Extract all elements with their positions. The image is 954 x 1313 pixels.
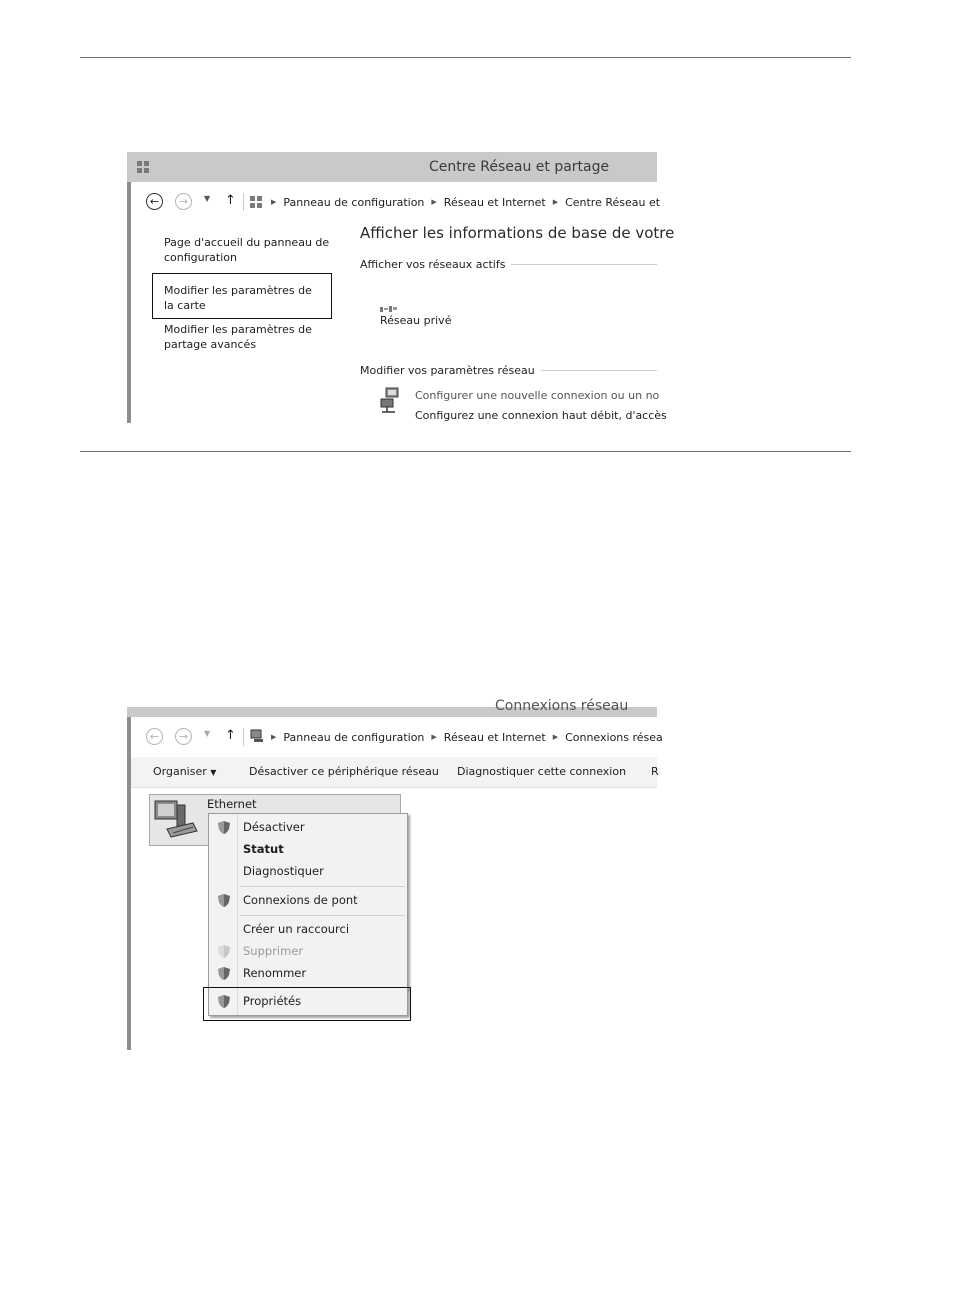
- more-commands-button[interactable]: R: [651, 765, 659, 778]
- title-bar: [127, 698, 657, 717]
- breadcrumb: [243, 193, 660, 211]
- menu-item-label: Désactiver: [243, 820, 305, 834]
- breadcrumb-item[interactable]: Réseau et Internet: [443, 195, 546, 209]
- adapter-name: Ethernet: [207, 797, 257, 811]
- menu-item-disable[interactable]: [209, 816, 407, 838]
- organize-menu[interactable]: [153, 765, 216, 778]
- back-button[interactable]: ←: [146, 728, 163, 745]
- breadcrumb-item[interactable]: Centre Réseau et: [565, 195, 661, 209]
- shield-icon: [218, 894, 230, 907]
- shield-icon: [218, 967, 230, 980]
- command-bar: [131, 757, 657, 788]
- menu-item-label: Supprimer: [243, 944, 304, 958]
- network-folder-icon: [250, 729, 264, 746]
- menu-separator: [240, 915, 405, 916]
- section-label: Afficher vos réseaux actifs: [360, 258, 506, 271]
- network-adapter-icon: [153, 799, 199, 845]
- organize-label: Organiser: [153, 765, 207, 778]
- chevron-right-icon: ▶: [552, 733, 559, 741]
- control-panel-icon: [137, 159, 151, 178]
- window-title: Connexions réseau: [495, 698, 629, 714]
- disable-device-button[interactable]: Désactiver ce périphérique réseau: [249, 765, 439, 778]
- breadcrumb-item[interactable]: Réseau et Internet: [443, 730, 546, 744]
- sidebar-link-adapter-settings[interactable]: Modifier les paramètres de la carte: [164, 284, 312, 312]
- up-arrow-icon[interactable]: ↑: [225, 728, 236, 743]
- sidebar-link-control-panel-home[interactable]: Page d'accueil du panneau de configuration: [164, 236, 330, 264]
- menu-item-label: Propriétés: [243, 994, 302, 1008]
- menu-item-label: Connexions de pont: [243, 893, 358, 907]
- breadcrumb-item[interactable]: Panneau de configuration: [283, 195, 425, 209]
- forward-button[interactable]: →: [175, 193, 192, 210]
- change-settings-section: [360, 364, 657, 377]
- menu-item-delete: [209, 940, 407, 962]
- menu-item-label: Renommer: [243, 966, 307, 980]
- shield-icon: [218, 945, 230, 958]
- sidebar-link-advanced-sharing[interactable]: Modifier les paramètres de partage avancés: [164, 323, 312, 351]
- menu-item-status[interactable]: [209, 838, 407, 860]
- chevron-down-icon: ▼: [210, 768, 217, 777]
- menu-item-bridge-connections[interactable]: [209, 889, 407, 911]
- context-menu: [208, 813, 408, 989]
- recent-pages-dropdown[interactable]: ▼: [204, 194, 211, 203]
- network-icon: [380, 297, 397, 303]
- middle-rule: [80, 451, 851, 452]
- chevron-right-icon: ▶: [431, 733, 437, 741]
- breadcrumb: [243, 728, 663, 746]
- top-rule: [80, 57, 851, 58]
- chevron-right-icon: ▶: [552, 198, 559, 206]
- chevron-right-icon: ▶: [431, 198, 437, 206]
- address-bar-row: [131, 727, 663, 747]
- diagnose-connection-button[interactable]: Diagnostiquer cette connexion: [457, 765, 627, 778]
- menu-item-label: Diagnostiquer: [243, 864, 324, 878]
- breadcrumb-item[interactable]: Connexions résea: [565, 730, 663, 744]
- highlight-box: [203, 987, 411, 1021]
- back-button[interactable]: ←: [146, 193, 163, 210]
- highlight-box: [152, 273, 332, 319]
- network-center-window: [127, 152, 675, 423]
- menu-item-diagnose[interactable]: [209, 860, 407, 882]
- address-bar-row: [131, 192, 661, 212]
- menu-item-label: Créer un raccourci: [243, 922, 350, 936]
- network-name: Réseau privé: [380, 314, 452, 327]
- menu-item-create-shortcut[interactable]: [209, 918, 407, 940]
- chevron-right-icon: ▶: [271, 733, 277, 741]
- menu-item-rename[interactable]: [209, 962, 407, 984]
- menu-separator: [240, 886, 405, 887]
- window-title: Centre Réseau et partage: [429, 159, 610, 175]
- active-networks-section: [360, 258, 657, 271]
- shield-icon: [218, 821, 230, 834]
- recent-pages-dropdown[interactable]: ▼: [204, 729, 211, 738]
- setup-connection-link[interactable]: Configurer une nouvelle connexion ou un no: [415, 389, 660, 402]
- chevron-right-icon: ▶: [271, 198, 277, 206]
- new-connection-icon: [379, 387, 401, 417]
- up-arrow-icon[interactable]: ↑: [225, 193, 236, 208]
- section-label: Modifier vos paramètres réseau: [360, 364, 535, 377]
- setup-connection-description: Configurez une connexion haut débit, d'accès: [415, 409, 667, 422]
- main-heading: Afficher les informations de base de votre: [360, 224, 675, 242]
- control-panel-icon: [250, 196, 264, 209]
- menu-item-label: Statut: [243, 842, 284, 856]
- title-bar: [127, 152, 657, 182]
- network-connections-window: [127, 698, 663, 1050]
- forward-button[interactable]: →: [175, 728, 192, 745]
- breadcrumb-item[interactable]: Panneau de configuration: [283, 730, 425, 744]
